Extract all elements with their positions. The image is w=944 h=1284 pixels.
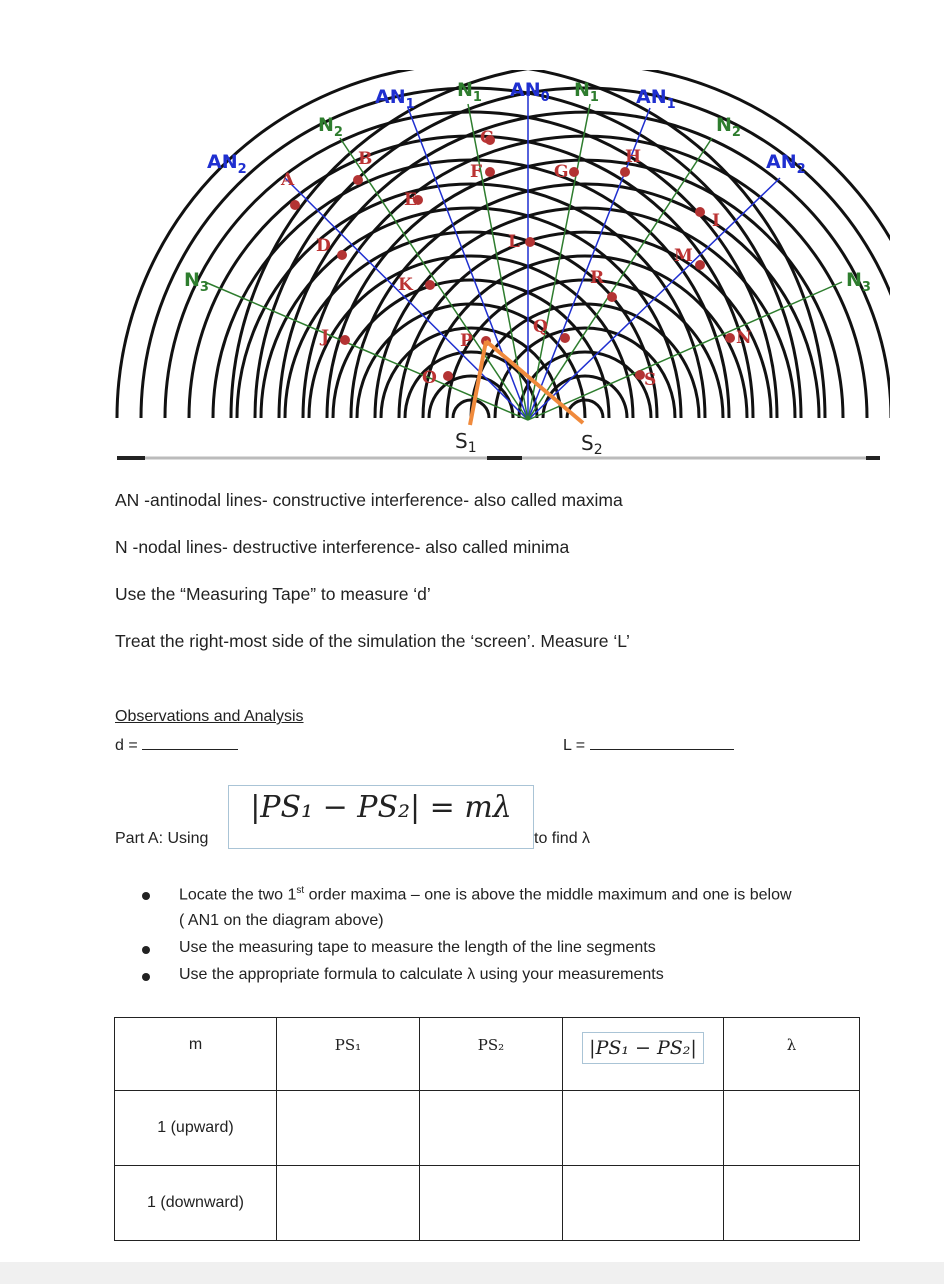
L-label: L = (563, 737, 586, 754)
point-marker (340, 335, 350, 345)
bullet-1-pre: Locate the two 1 (179, 886, 297, 904)
label-n3-left: $N_3$ (184, 269, 209, 295)
header-m (115, 1018, 277, 1091)
L-blank[interactable] (590, 735, 734, 750)
path-difference-formula: |PS₁ − PS₂| = mλ (250, 790, 512, 825)
L-field (563, 735, 734, 755)
label-an2-right: $AN_2$ (766, 151, 806, 177)
wavefront-arc (447, 280, 723, 418)
point-marker (337, 250, 347, 260)
header-lambda (724, 1018, 860, 1091)
point-label: Q (533, 317, 548, 337)
point-label: S (644, 370, 657, 390)
label-an1-left: $AN_1$ (375, 86, 415, 112)
point-marker (725, 333, 735, 343)
point-marker (607, 292, 617, 302)
cell-lambda[interactable] (724, 1166, 860, 1241)
point-label: F (470, 162, 483, 182)
wavefront-arc (399, 232, 771, 418)
d-label: d = (115, 737, 138, 754)
point-marker (290, 200, 300, 210)
point-label: A (281, 170, 295, 190)
source-s1: $S_1$ (455, 429, 477, 456)
d-blank[interactable] (142, 735, 238, 750)
label-an1-right: $AN_1$ (636, 86, 676, 112)
label-an0: $AN_0$ (510, 79, 550, 105)
bullet-1 (179, 885, 792, 904)
header-lambda-label: λ (786, 1036, 797, 1054)
intro-measure-L: Treat the right-most side of the simulation the ‘screen’. Measure ‘L’ (115, 631, 630, 651)
label-n1-left: $N_1$ (457, 79, 482, 105)
header-diff-label: |PS₁ − PS₂| (582, 1032, 704, 1064)
point-marker (569, 167, 579, 177)
point-label: N (736, 328, 752, 348)
point-label: J (321, 327, 330, 347)
point-label: D (316, 236, 331, 256)
label-n2-right: $N_2$ (716, 114, 741, 140)
header-ps2-label: PS₂ (477, 1036, 505, 1054)
bullet-dot (142, 973, 150, 981)
point-label: C (480, 128, 494, 148)
point-marker (485, 167, 495, 177)
formula-box (228, 785, 534, 849)
cell-m: 1 (upward) (115, 1091, 277, 1166)
cell-ps2[interactable] (420, 1091, 563, 1166)
intro-nodal: N -nodal lines- destructive interference- also called minima (115, 537, 570, 557)
label-an2-left: $AN_2$ (207, 151, 247, 177)
point-marker (353, 175, 363, 185)
header-diff (563, 1018, 724, 1091)
point-marker (695, 260, 705, 270)
bullet-1-sup: st (296, 885, 305, 896)
table-header-row (115, 1018, 860, 1091)
label-n1-right: $N_1$ (574, 79, 599, 105)
point-marker (425, 280, 435, 290)
table-row (115, 1091, 860, 1166)
bullet-2: Use the measuring tape to measure the length of the line segments (179, 939, 656, 956)
part-a-label: Part A: Using (115, 830, 209, 847)
interference-diagram (110, 70, 890, 465)
measurement-table (114, 1017, 860, 1241)
label-n3-right: $N_3$ (846, 269, 871, 295)
antinodal-line (285, 178, 528, 420)
header-m-label: m (188, 1036, 203, 1053)
point-marker (525, 237, 535, 247)
intro-measure-d: Use the “Measuring Tape” to measure ‘d’ (115, 584, 431, 604)
point-label: I (712, 211, 720, 231)
bullet-dot (142, 892, 150, 900)
bullet-1-cont: ( AN1 on the diagram above) (179, 912, 384, 929)
point-marker (443, 371, 453, 381)
cell-ps1[interactable] (277, 1091, 420, 1166)
source-s2: $S_2$ (581, 431, 603, 458)
point-label: R (590, 268, 605, 288)
point-label: M (674, 246, 693, 266)
header-ps1-label: PS₁ (334, 1036, 362, 1054)
cell-diff[interactable] (563, 1166, 724, 1241)
bullet-dot (142, 946, 150, 954)
intro-antinodal: AN -antinodal lines- constructive interference- also called maxima (115, 490, 623, 510)
point-label: O (422, 368, 437, 388)
point-label: K (398, 275, 413, 295)
cell-ps2[interactable] (420, 1166, 563, 1241)
point-label: H (625, 147, 642, 167)
observations-heading: Observations and Analysis (115, 708, 304, 725)
header-ps2 (420, 1018, 563, 1091)
page-bottom-band (0, 1262, 944, 1284)
point-label: B (358, 149, 373, 169)
point-marker (560, 333, 570, 343)
part-a-suffix: to find λ (534, 830, 591, 847)
cell-diff[interactable] (563, 1091, 724, 1166)
wavefronts (117, 70, 890, 418)
label-n2-left: $N_2$ (318, 114, 343, 140)
cell-m: 1 (downward) (115, 1166, 277, 1241)
cell-lambda[interactable] (724, 1091, 860, 1166)
point-marker (620, 167, 630, 177)
point-label: P (460, 331, 473, 351)
bullet-3: Use the appropriate formula to calculate λ using your measurements (179, 966, 664, 983)
cell-ps1[interactable] (277, 1166, 420, 1241)
header-ps1 (277, 1018, 420, 1091)
d-field (115, 735, 238, 755)
point-label: L (508, 232, 520, 252)
table-row (115, 1166, 860, 1241)
bullet-1-post: order maxima – one is above the middle maximum and one is below (304, 886, 792, 904)
point-marker (695, 207, 705, 217)
wavefront-arc (285, 232, 657, 418)
point-label: E (404, 190, 417, 210)
point-label: G (554, 162, 569, 182)
